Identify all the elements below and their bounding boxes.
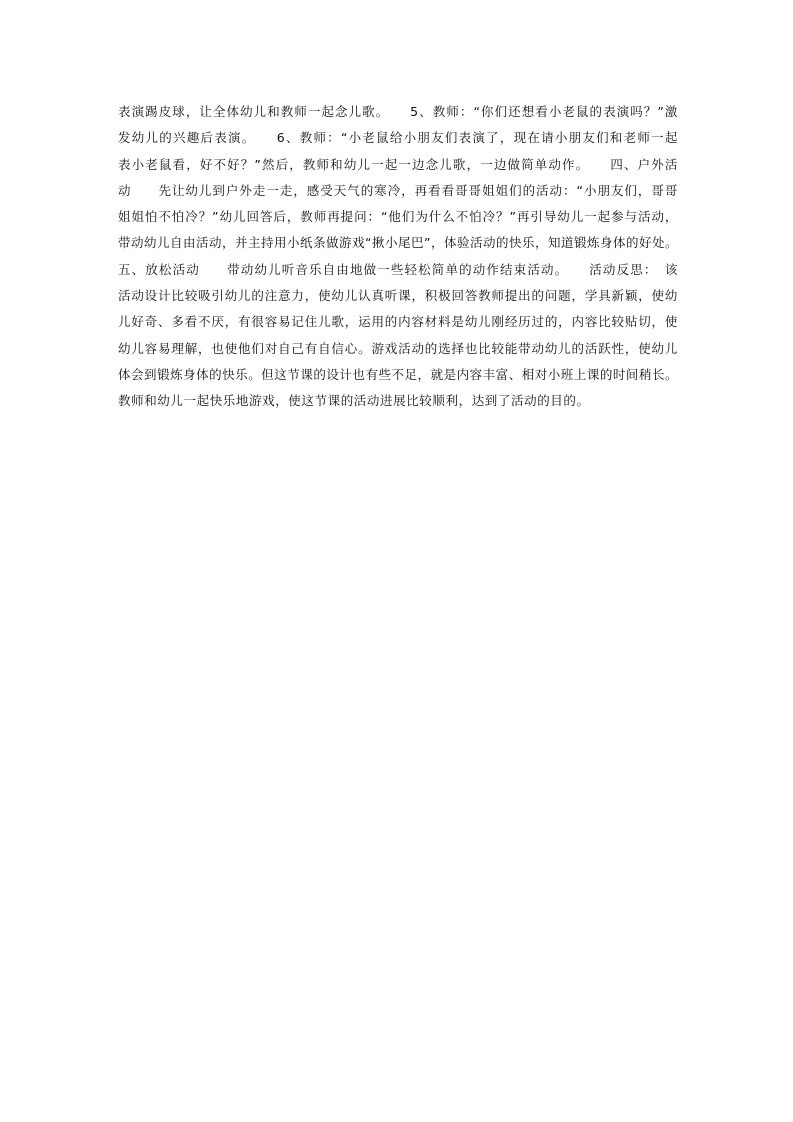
text-line: 幼儿容易理解，也使他们对自己有自信心。游戏活动的选择也比较能带动幼儿的活跃性，使幼儿 [118,340,678,356]
body-text [118,99,678,415]
text-line: 发幼儿的兴趣后表演。 6、教师：“小老鼠给小朋友们表演了，现在请小朋友们和老师一起 [118,130,678,146]
text-line: 姐姐怕不怕冷？”幼儿回答后，教师再提问：“他们为什么不怕冷？”再引导幼儿一起参与活动， [118,209,678,225]
text-line: 带动幼儿自由活动，并主持用小纸条做游戏“揪小尾巴”，体验活动的快乐，知道锻炼身体的好处。 [118,235,678,251]
text-line: 儿好奇、多看不厌，有很容易记住儿歌，运用的内容材料是幼儿刚经历过的，内容比较贴切，使 [118,314,678,330]
text-line: 活动设计比较吸引幼儿的注意力，使幼儿认真听课，积极回答教师提出的问题，学具新颖，使幼 [118,288,678,304]
text-line: 五、放松活动 带动幼儿听音乐自由地做一些轻松简单的动作结束活动。 活动反思： 该 [118,261,678,277]
text-line: 表小老鼠看，好不好？”然后，教师和幼儿一起一边念儿歌，一边做简单动作。 四、户外活 [118,156,678,172]
text-line: 动 先让幼儿到户外走一走，感受天气的寒冷，再看看哥哥姐姐们的活动：“小朋友们，哥哥 [118,182,678,198]
text-line: 体会到锻炼身体的快乐。但这节课的设计也有些不足，就是内容丰富、相对小班上课的时间稍长。 [118,366,678,382]
text-line: 教师和幼儿一起快乐地游戏，使这节课的活动进展比较顺利，达到了活动的目的。 [118,393,590,409]
text-line: 表演踢皮球，让全体幼儿和教师一起念儿歌。 5、教师：“你们还想看小老鼠的表演吗？”激 [118,104,678,119]
